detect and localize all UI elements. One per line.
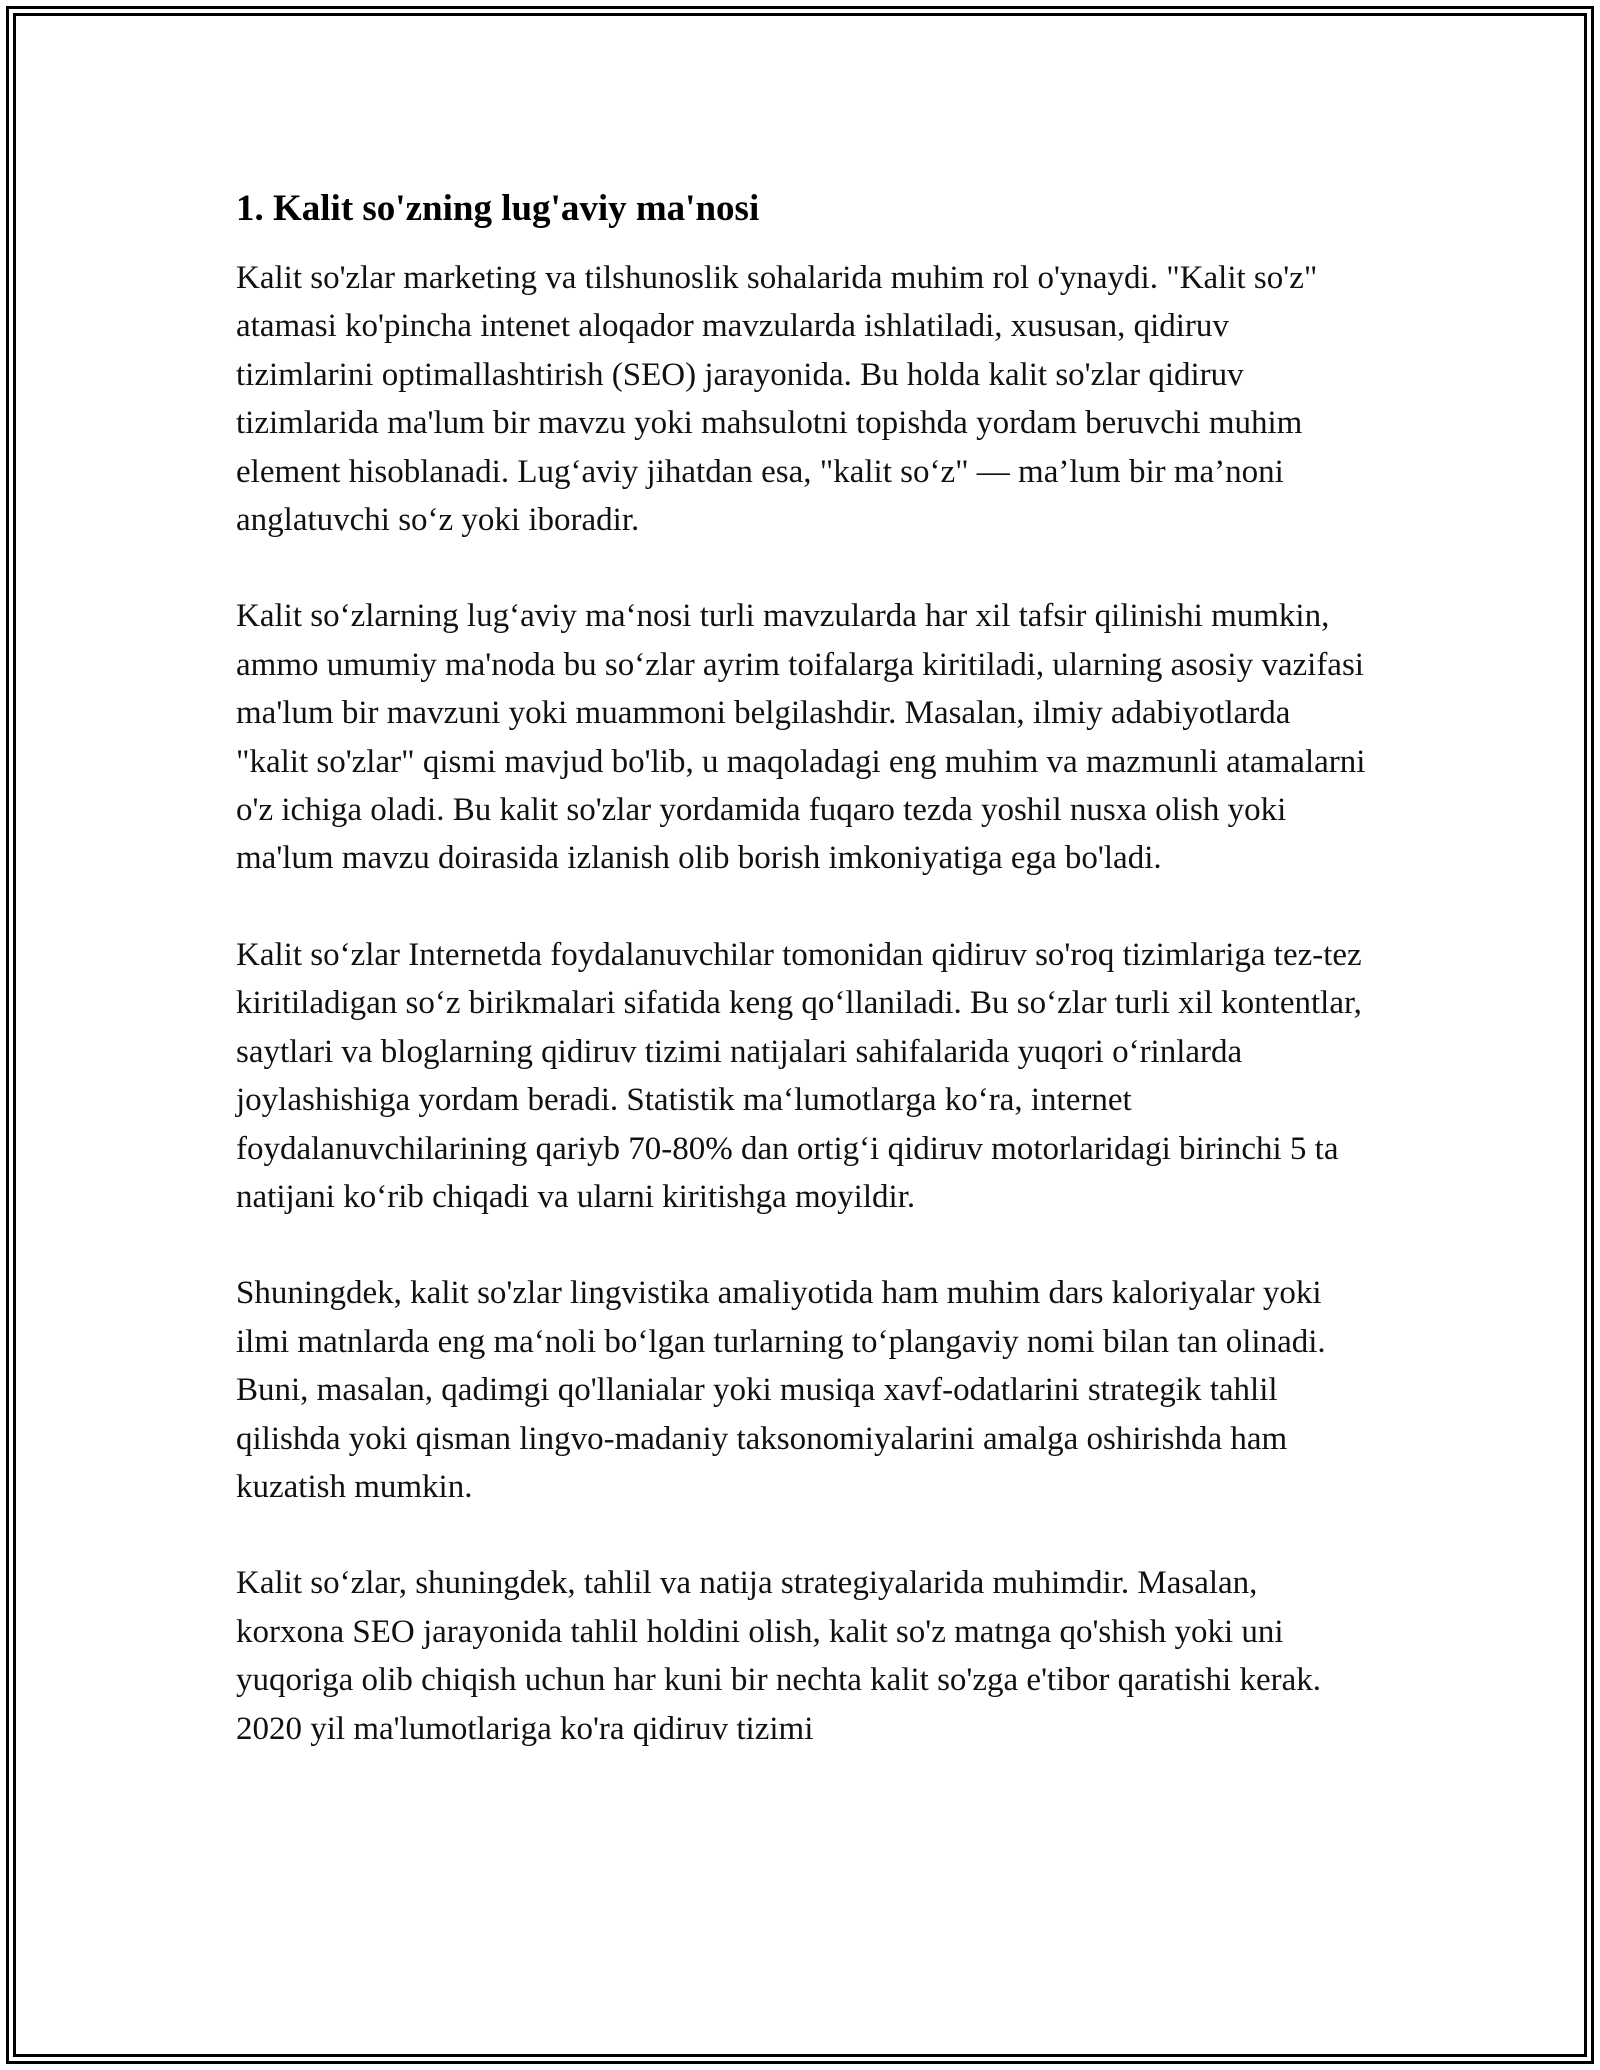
document-body: [236, 186, 1366, 1801]
section-heading: 1. Kalit so'zning lug'aviy ma'nosi: [236, 188, 760, 229]
paragraph-4: Shuningdek, kalit so'zlar lingvistika amaliyotida ham muhim dars kaloriyalar yoki ilmi matnlarda eng ma‘noli bo‘lgan turlarning to‘plangaviy nomi bilan tan olinadi. Buni, masalan, qadimgi qo'llanialar yoki musiqa xavf-odatlarini strategik tahlil qilishda yoki qisman lingvo-madaniy taksonomiyalarini amalga oshirishda ham kuzatish mumkin.: [236, 1275, 1326, 1505]
paragraph-5: Kalit so‘zlar, shuningdek, tahlil va natija strategiyalarida muhimdir. Masalan, korxona SEO jarayonida tahlil holdini olish, kalit so'z matnga qo'shish yoki uni yuqoriga olib chiqish uchun har kuni bir nechta kalit so'zga e'tibor qaratishi kerak. 2020 yil ma'lumotlariga ko'ra qidiruv tizimi: [236, 1565, 1322, 1747]
paragraph-2: Kalit so‘zlarning lug‘aviy ma‘nosi turli mavzularda har xil tafsir qilinishi mumkin, ammo umumiy ma'noda bu so‘zlar ayrim toifalarga kiritiladi, ularning asosiy vazifasi ma'lum bir mavzuni yoki muammoni belgilashdir. Masalan, ilmiy adabiyotlarda "kalit so'zlar" qismi mavjud bo'lib, u maqoladagi eng muhim va mazmunli atamalarni o'z ichiga oladi. Bu kalit so'zlar yordamida fuqaro tezda yoshil nusxa olish yoki ma'lum mavzu doirasida izlanish olib borish imkoniyatiga ega bo'ladi.: [236, 598, 1366, 877]
paragraph-1: Kalit so'zlar marketing va tilshunoslik sohalarida muhim rol o'ynaydi. "Kalit so'z" atamasi ko'pincha intenet aloqador mavzularda ishlatiladi, xususan, qidiruv tizimlarini optimallashtirish (SEO) jarayonida. Bu holda kalit so'zlar qidiruv tizimlarida ma'lum bir mavzu yoki mahsulotni topishda yordam beruvchi muhim element hisoblanadi. Lug‘aviy jihatdan esa, "kalit so‘z" — ma’lum bir ma’noni anglatuvchi so‘z yoki iboradir.: [236, 260, 1318, 539]
paragraph-3: Kalit so‘zlar Internetda foydalanuvchilar tomonidan qidiruv so'roq tizimlariga tez-tez kiritiladigan so‘z birikmalari sifatida keng qo‘llaniladi. Bu so‘zlar turli xil kontentlar, saytlari va bloglarning qidiruv tizimi natijalari sahifalarida yuqori o‘rinlarda joylashishiga yordam beradi. Statistik ma‘lumotlarga ko‘ra, internet foydalanuvchilarining qariyb 70-80% dan ortig‘i qidiruv motorlaridagi birinchi 5 ta natijani ko‘rib chiqadi va ularni kiritishga moyildir.: [236, 936, 1362, 1215]
